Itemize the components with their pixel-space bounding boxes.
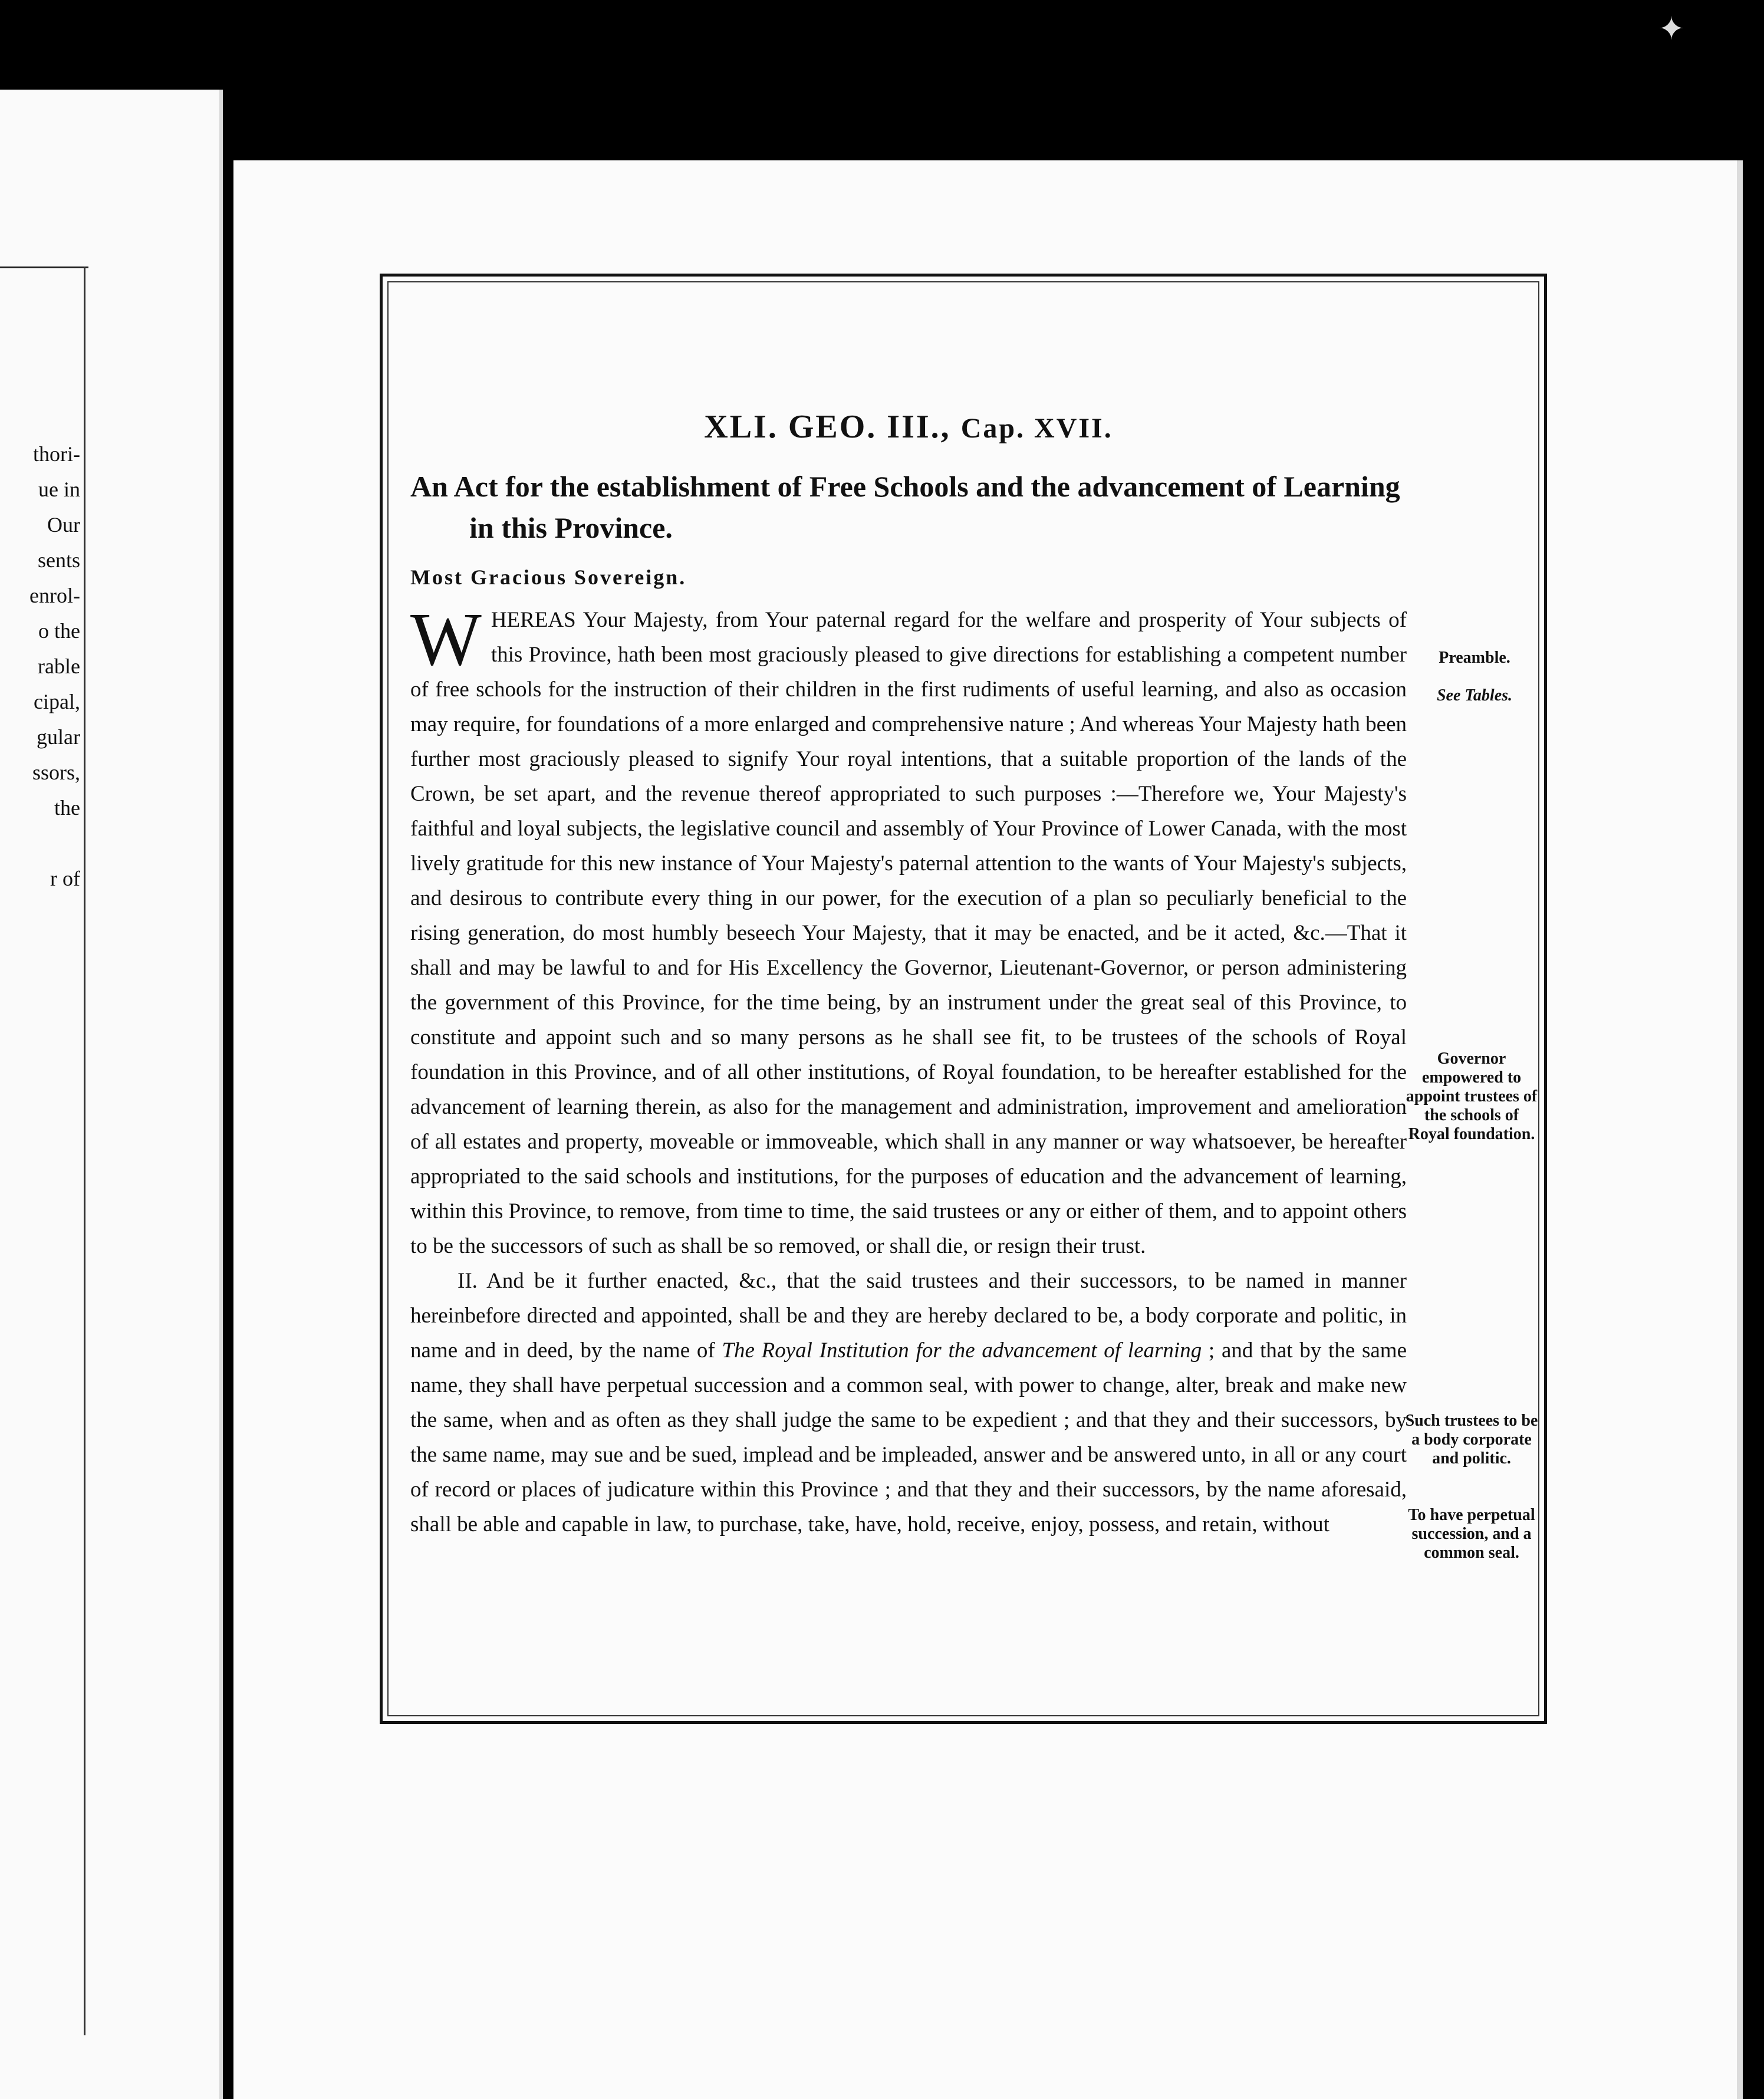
preamble-paragraph: [410, 597, 1407, 1264]
salutation: Most Gracious Sovereign.: [410, 565, 687, 589]
section-two-paragraph: [410, 1264, 1407, 1542]
left-fragment: r of: [50, 867, 80, 890]
institution-name: The Royal Institution for the advancement of learning: [722, 1338, 1202, 1363]
left-page-text-fragments: [0, 436, 80, 896]
corner-scan-mark-icon: ✦: [1658, 11, 1685, 47]
left-fragment: Our: [47, 513, 80, 537]
left-fragment: the: [54, 796, 80, 820]
left-page-rule: [0, 267, 88, 268]
left-fragment: gular: [37, 725, 80, 749]
left-fragment: cipal,: [34, 690, 80, 713]
section-two-lead: II. And be it further enacted, &c., that the said trustees and their successors, to be named in manner hereinbefore directed and appointed, shall be and they are hereby declared to be, a body corporate and politic, in name and in deed, by the name of: [410, 1269, 1407, 1363]
preamble-text: HEREAS Your Majesty, from Your paternal regard for the welfare and prosperity of Your subjects of this Province, hath been most graciously pleased to give directions for establishing a competent number of free schools for the instruction of their children in the first rudiments of useful learning, and also as occasion may require, for foundations of a more enlarged and comprehensive nature ; And whereas Your Majesty hath been further most graciously pleased to signify Your royal intentions, that a suitable proportion of the lands of the Crown, be set apart, and the revenue thereof appropriated to such purposes :—Therefore we, Your Majesty's faithful and loyal subjects, the legislative council and assembly of Your Province of Lower Canada, with the most lively gratitude for this new instance of Your Majesty's paternal attention to the wants of Your Majesty's subjects, and desirous to contribute every thing in our power, for the execution of a plan so peculiarly beneficial to the rising generation, do most humbly beseech Your Majesty, that it may be enacted, and be it acted, &c.—That it shall and may be lawful to and for His Excellency the Governor, Lieutenant-Governor, or person administering the government of this Province, for the time being, by an instrument under the great seal of this Province, to constitute and appoint such and so many persons as he shall see fit, to be trustees of the schools of Royal foundation in this Province, and of all other institutions, of Royal foundation, to be hereafter established for the advancement of learning therein, as also for the management and administration, improvement and amelioration of all estates and property, moveable or immoveable, which shall in any manner or way whatsoever, be hereafter appropriated to the said schools and institutions, for the purposes of education and the advancement of learning, within this Province, to remove, from time to time, the said trustees or any or either of them, and to appoint others to be the successors of such as shall be so removed, or shall die, or resign their trust.: [410, 608, 1407, 1258]
marginal-note-body-corporate: Such trustees to be a body corporate and politic.: [1405, 1412, 1538, 1468]
section-two-rest: ; and that by the same name, they shall have perpetual succession and a common seal, with power to change, alter, break and make new the same, when and as often as they shall judge the same to be expedient ; and that they and their successors, by the same name, may sue and be sued, implead and be impleaded, answer and be answered unto, in all or any court of record or places of judicature within this Province ; and that they and their successors, by the name aforesaid, shall be able and capable in law, to purchase, take, have, hold, receive, enjoy, possess, and retain, without: [410, 1338, 1407, 1537]
left-fragment: o the: [38, 619, 80, 643]
left-fragment: ssors,: [32, 761, 80, 784]
page-content: [410, 408, 1407, 1542]
left-fragment: enrol-: [29, 584, 80, 607]
marginal-note-governor: Governor empowered to appoint trustees of the schools of Royal foundation.: [1406, 1050, 1538, 1143]
statute-reign: XLI. GEO. III.,: [704, 409, 961, 445]
right-page: [233, 160, 1743, 2099]
left-page-vertical-rule: [84, 267, 85, 2035]
left-fragment: [0, 825, 80, 861]
drop-cap: W: [410, 597, 482, 681]
marginal-note-see-tables: See Tables.: [1436, 686, 1513, 705]
left-fragment: thori-: [33, 442, 80, 466]
marginal-note-succession: To have perpetual succession, and a common seal.: [1408, 1506, 1535, 1562]
marginal-note-preamble: Preamble.: [1439, 649, 1510, 667]
statute-chapter: Cap. XVII.: [960, 413, 1113, 444]
act-title: An Act for the establishment of Free Schools and the advancement of Learning in this Province.: [410, 470, 1400, 544]
left-page-margin: [0, 90, 223, 2099]
left-fragment: sents: [38, 548, 80, 572]
statute-heading: [410, 408, 1407, 446]
left-fragment: ue in: [38, 478, 80, 501]
left-fragment: rable: [38, 654, 80, 678]
